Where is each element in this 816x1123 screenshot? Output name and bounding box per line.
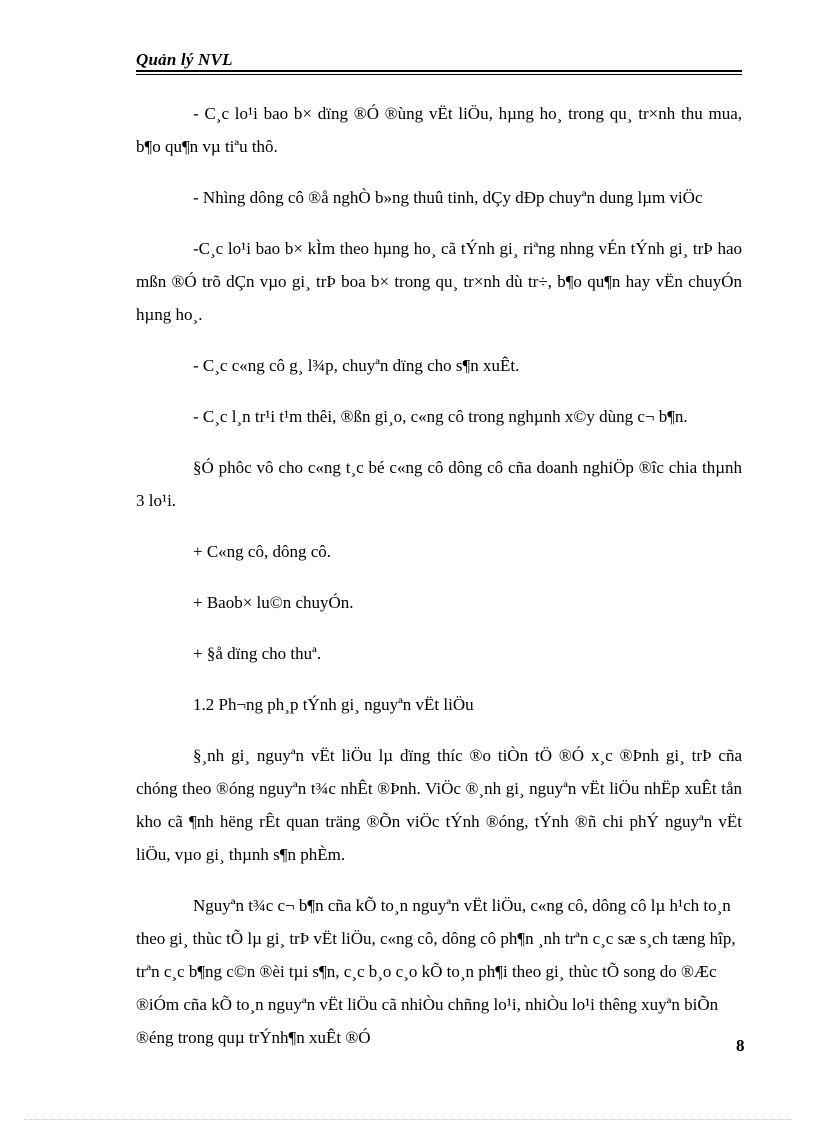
- paragraph-priced-packaging: -C¸c lo¹i bao b× kÌm theo hµng ho¸ cã tÝnh gi¸ riªng nhng vÉn tÝnh gi¸ trÞ hao mßn ®Ó trõ dÇn vµo gi¸ trÞ boa b× trong qu¸ tr×nh dù tr÷, b¶o qu¶n hay vËn chuyÓn hµng ho¸.: [136, 239, 742, 324]
- header-title: Quản lý NVL: [136, 50, 233, 69]
- page-number: 8: [736, 1036, 745, 1055]
- list-item-tools: + C«ng cô, dông cô.: [193, 542, 332, 561]
- header-rule-thick: [136, 70, 742, 72]
- body-text: [136, 97, 742, 1072]
- paragraph-temporary-sheds: - C¸c l¸n tr¹i t¹m thêi, ®ßn gi¸o, c«ng cô trong nghµnh x©y dùng c¬ b¶n.: [193, 407, 688, 426]
- paragraph-valuation: §¸nh gi¸ nguyªn vËt liÖu lµ dïng thíc ®o tiÒn tÖ ®Ó x¸c ®Þnh gi¸ trÞ cña chóng theo ®óng nguyªn t¾c nhÊt ®Þnh. ViÖc ®¸nh gi¸ nguyªn vËt liÖu nhËp xuÊt tån kho cã ¶nh hëng rÊt quan träng ®Õn viÖc tÝnh ®óng, tÝnh ®ñ chi phÝ nguyªn vËt liÖu, vµo gi¸ thµnh s¶n phÈm.: [136, 746, 742, 864]
- section-heading: 1.2 Ph¬ng ph¸p tÝnh gi¸ nguyªn vËt liÖu: [193, 695, 474, 714]
- paragraph-classification: §Ó phôc vô cho c«ng t¸c bé c«ng cô dông cô cña doanh nghiÖp ®îc chia thµnh 3 lo¹i.: [136, 458, 742, 510]
- list-item-rental-items: + §å dïng cho thuª.: [193, 644, 322, 663]
- paragraph-principle: Nguyªn t¾c c¬ b¶n cña kÕ to¸n nguyªn vËt liÖu, c«ng cô, dông cô lµ h¹ch to¸n theo gi¸ thùc tÕ lµ gi¸ trÞ vËt liÖu, c«ng cô, dông cô ph¶n ¸nh trªn c¸c sæ s¸ch tæng hîp, trªn c¸c b¶ng c©n ®èi tµi s¶n, c¸c b¸o c¸o kÕ to¸n ph¶i theo gi¸ thùc tÕ song do ®Æc ®iÓm cña kÕ to¸n nguyªn vËt liÖu cã nhiÒu chñng lo¹i, nhiÒu lo¹i thêng xuyªn biÕn ®éng trong quµ trÝnh¶n xuÊt ®Ó: [136, 896, 736, 1047]
- paragraph-packaging: - C¸c lo¹i bao b× dïng ®Ó ®ùng vËt liÖu, hµng ho¸ trong qu¸ tr×nh thu mua, b¶o qu¶n vµ tiªu thô.: [136, 104, 742, 156]
- paragraph-glass-tools: - Nhìng dông cô ®å nghÒ b»ng thuû tinh, dÇy dÐp chuyªn dung lµm viÖc: [193, 188, 703, 207]
- footer-dotted-line: [24, 1119, 792, 1120]
- paragraph-assembly-tools: - C¸c c«ng cô g¸ l¾p, chuyªn dïng cho s¶n xuÊt.: [193, 356, 520, 375]
- list-item-rotating-packaging: + Baob× lu©n chuyÓn.: [193, 593, 354, 612]
- header-rule-thin: [136, 74, 742, 75]
